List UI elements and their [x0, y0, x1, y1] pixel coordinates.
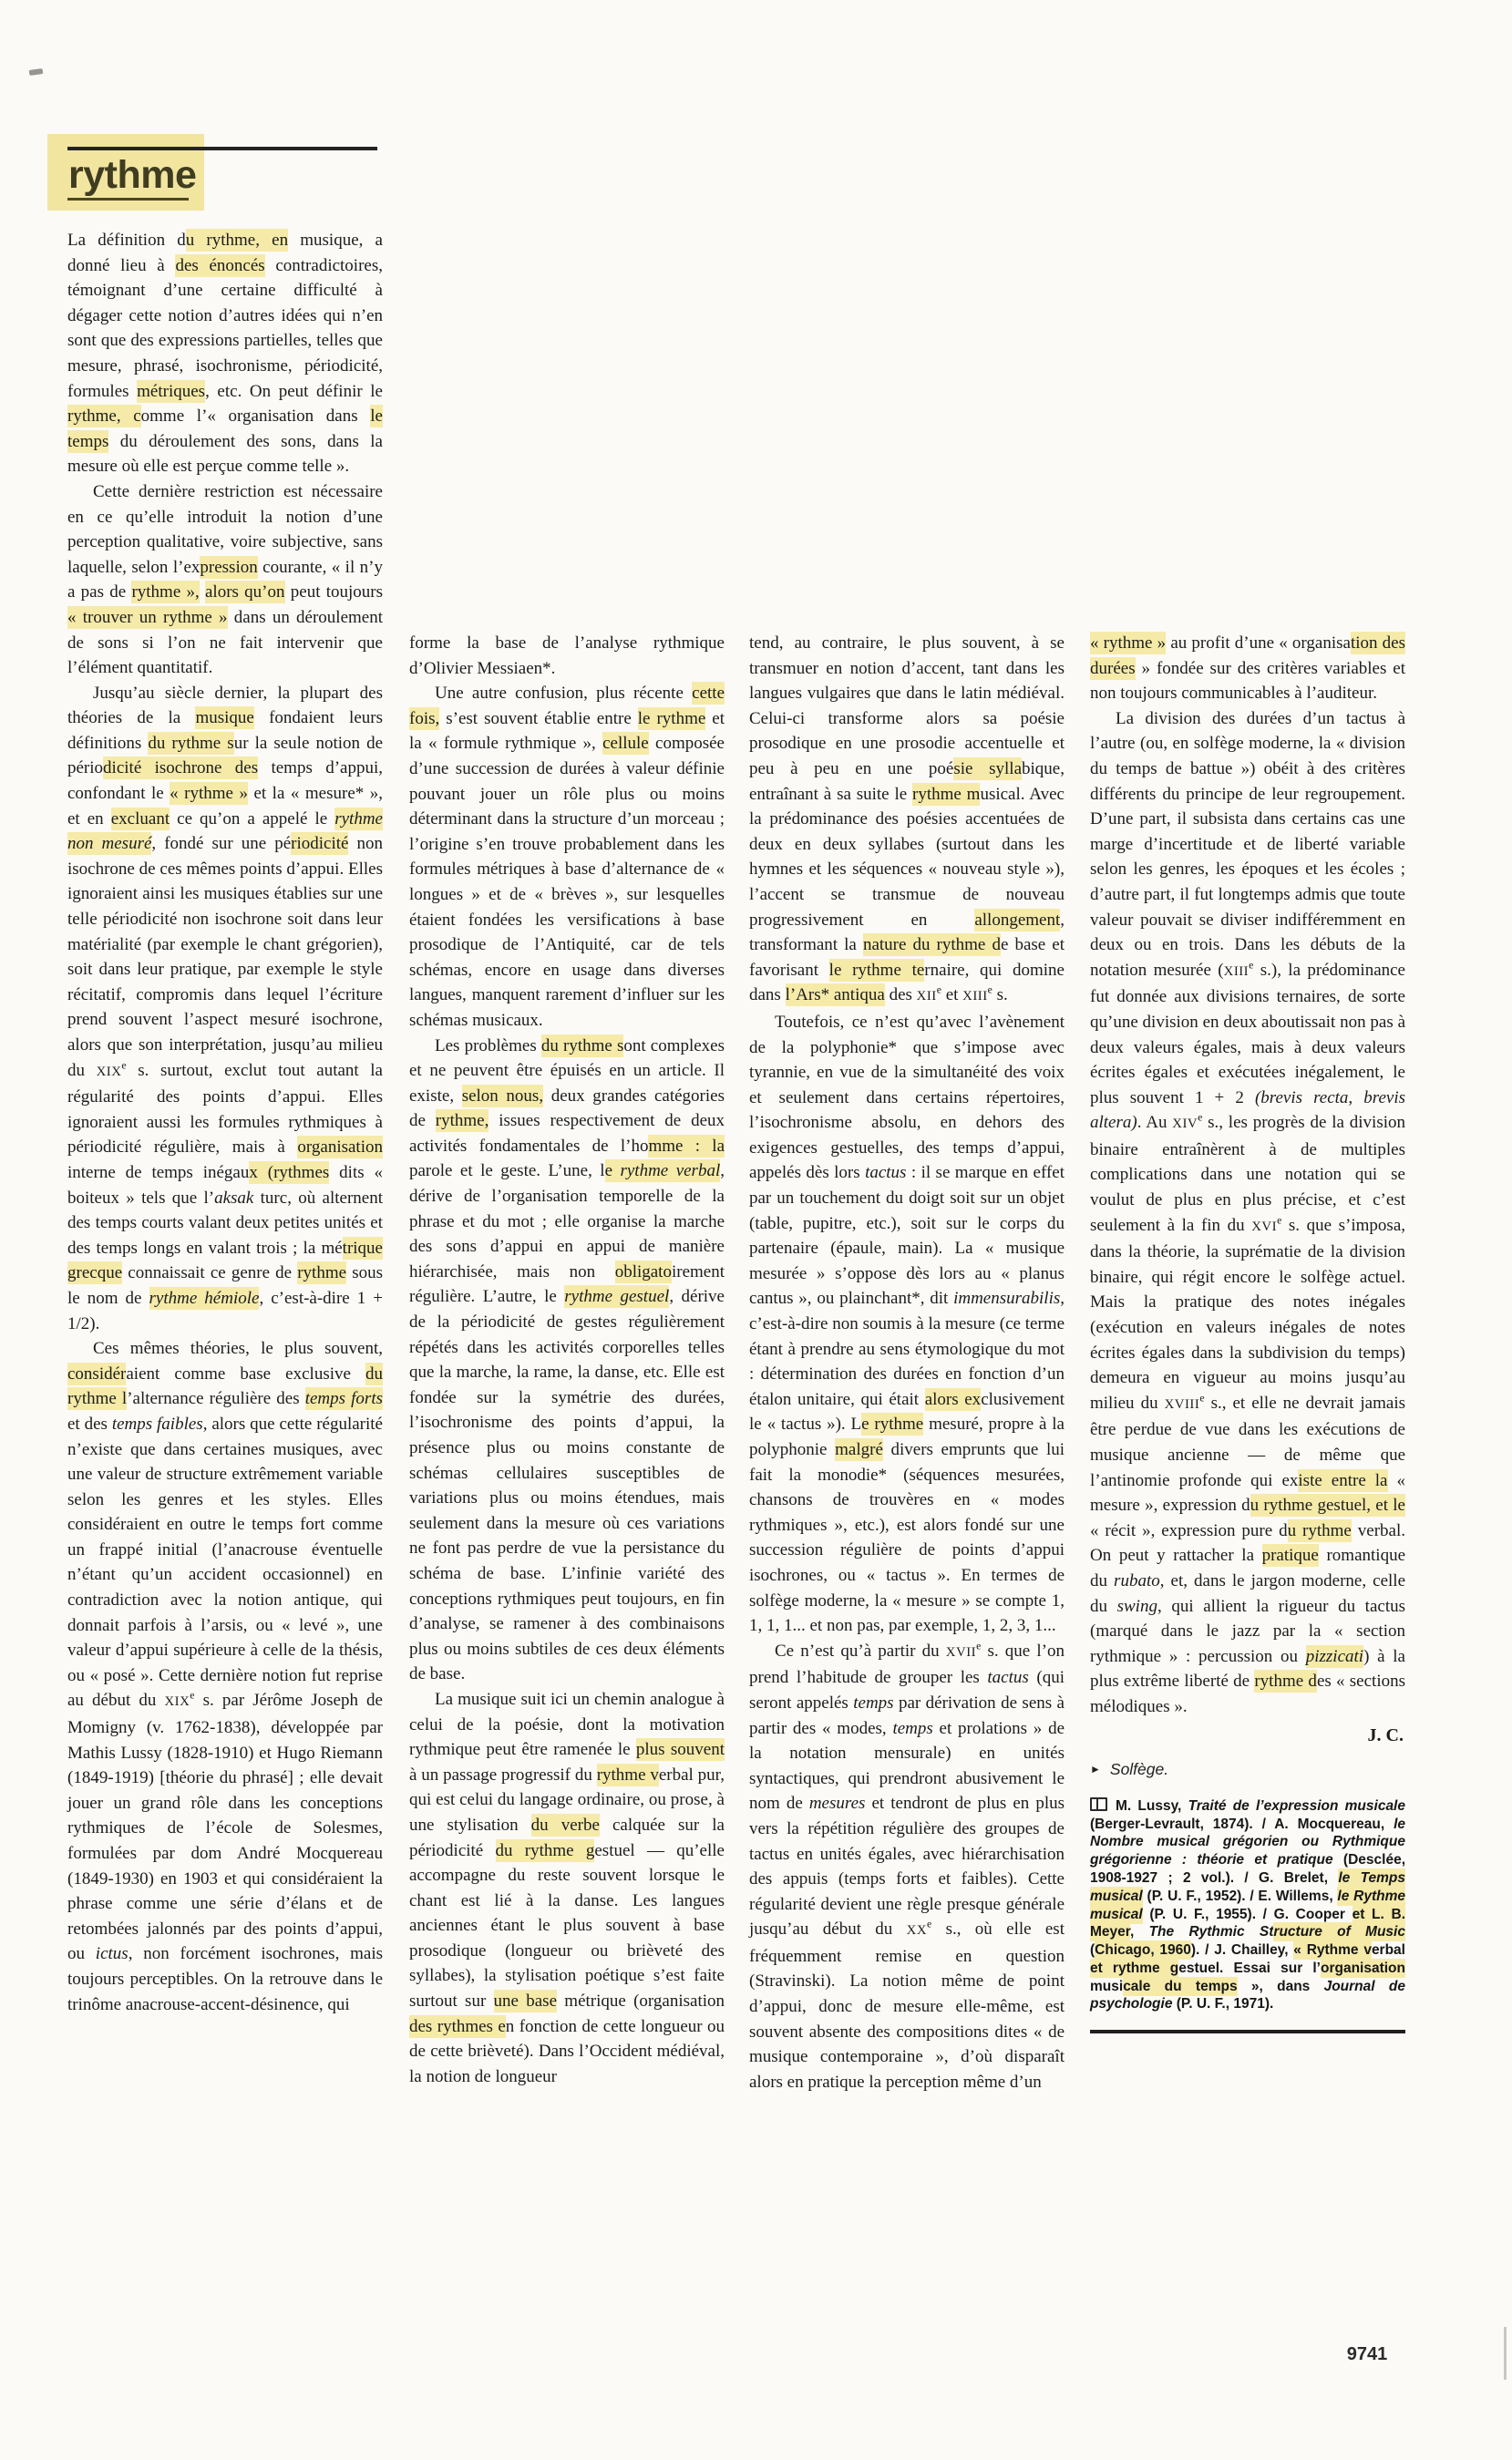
paragraph	[67, 479, 383, 681]
text-run: e	[976, 1640, 982, 1652]
highlight: du rythme s	[148, 733, 234, 753]
highlight: rythme	[297, 1263, 347, 1283]
highlight: des énoncés	[175, 255, 265, 275]
text-run: fondaient leurs définitions	[67, 708, 383, 753]
paragraph	[749, 1639, 1065, 2095]
text-run: XX	[906, 1923, 928, 1939]
scan-artifact-mark	[29, 68, 44, 76]
highlight: rythme v	[596, 1765, 659, 1785]
highlight: et rythme g	[1090, 1960, 1179, 1976]
highlight: l’Ars* antiqua	[785, 985, 885, 1005]
text-run: connaissait ce genre de	[122, 1263, 298, 1283]
bibliography	[1090, 1797, 1405, 2014]
highlight: « Rythme v	[1293, 1942, 1372, 1959]
text-run: s. surtout, exclut tout autant la régularité des points d’appui. Elles ignoraient aussi les formules rythmiques à périodicité régulière, mais à	[67, 1060, 383, 1158]
highlight: organisation	[297, 1137, 383, 1158]
highlight: rythme,	[435, 1111, 489, 1131]
text-run: des	[884, 985, 917, 1005]
highlight: le rythme	[637, 708, 706, 728]
text-run: deux grandes catégories de	[409, 1086, 725, 1131]
highlight: musique	[195, 708, 254, 728]
text-run: musique, a donné lieu à	[67, 231, 383, 275]
paragraph	[749, 631, 1065, 1010]
highlight: « trouver un rythme »	[67, 607, 228, 627]
highlight: x (rythmes	[249, 1162, 330, 1182]
highlight: u rythme gestuel, et le	[1250, 1496, 1405, 1516]
highlight: rythme non mesuré	[67, 808, 383, 854]
text-run: (Berger-Levrault, 1874). / A. Mocquereau,	[1090, 1816, 1394, 1832]
text-run: . Au	[1137, 1113, 1173, 1133]
text-run: ). / J. Chailley,	[1190, 1942, 1294, 1959]
highlight: riodicité	[291, 834, 349, 854]
text-run: dits « boiteux » tels que l’	[67, 1162, 383, 1208]
text-run: rnaire, qui domine dans	[749, 960, 1065, 1005]
paragraph	[67, 681, 383, 1336]
book-icon	[1090, 1797, 1107, 1811]
highlight: selon nous,	[461, 1086, 544, 1106]
text-column-4	[1090, 631, 1405, 2033]
text-run: rubato	[1114, 1570, 1160, 1590]
paragraph	[409, 1034, 725, 1687]
text-run: M. Lussy,	[1116, 1797, 1188, 1814]
text-run: , c’est-à-dire non soumis à la mesure (ce terme étant à prendre au sens étymologique du mot : détermination des durées en fonction d’un étalon unitaire, qui était	[749, 1289, 1065, 1409]
text-run: e	[1198, 1111, 1203, 1124]
highlight: e rythme	[861, 1415, 924, 1435]
text-run: s., où elle est fréquemment remise en question (Stravinski). La notion même de point d’appui, donc de mesure elle-même, est souvent absente des compositions dites « de musique contemporaine », d’où disparaît alors en pratique la perception même d’un	[749, 1920, 1065, 2092]
highlight: u rythme	[1287, 1520, 1352, 1540]
text-run: , alors que cette régularité n’existe que dans certaines musiques, avec une valeur de structure extrêmement variable selon les genres et les styles. Elles considéraient en outre le temps fort comme un frappé initial (l’anacrouse éventuelle n’étant qu’un accident occasionnel) en contradiction avec la notion antique, qui donnait parfois à l’arsis, ou « levé », une valeur d’appui supérieure à celle de la thésis, ou « posé ». Cette dernière notion fut reprise au début du	[67, 1414, 383, 1711]
text-run: The Rythmic St	[1148, 1924, 1274, 1940]
entry-title: rythme	[68, 153, 197, 197]
text-run: sous le nom de	[67, 1263, 383, 1308]
paragraph	[409, 681, 725, 1033]
text-run: et la « mesure* », et en	[67, 784, 383, 829]
highlight: alors ex	[924, 1389, 982, 1409]
text-run: erbal	[1371, 1942, 1405, 1959]
text-run: Les problèmes	[435, 1035, 541, 1055]
highlight: rythme verbal	[620, 1161, 721, 1181]
highlight: allongement	[974, 910, 1061, 930]
highlight: excluant	[110, 808, 170, 829]
arrow-right-icon: ►	[1090, 1763, 1101, 1776]
highlight: nature du rythme d	[862, 935, 1001, 955]
text-run: omme l’« organisation dans	[140, 407, 371, 427]
highlight: le rythme te	[828, 960, 925, 980]
text-run: , dérive de l’organisation temporelle de la phrase et du mot ; elle organise la marche des sons d’appui en appui de manière hiérarchisée, mais non	[409, 1161, 725, 1281]
text-run: du déroulement des sons, dans la mesure où elle est perçue comme telle ».	[67, 431, 383, 477]
text-run: (qui seront appelés	[749, 1668, 1065, 1713]
text-run: métrique (organisation	[557, 1992, 725, 2012]
text-run: romantique du	[1090, 1546, 1406, 1590]
text-run: musi	[1090, 1978, 1124, 1994]
text-run: ,	[1129, 1924, 1149, 1940]
text-run: peut toujours	[284, 582, 383, 602]
highlight: plus souvent	[635, 1740, 725, 1760]
text-run: XIV	[1172, 1117, 1198, 1132]
text-run: tactus	[987, 1668, 1029, 1688]
text-run: », dans	[1237, 1978, 1324, 1994]
text-run: La musique suit ici un chemin analogue à celui de la poésie, dont la motivation rythmique peut être ramenée le	[409, 1689, 725, 1760]
text-run: temps	[853, 1693, 894, 1713]
text-run: calquée sur la périodicité	[409, 1815, 725, 1860]
title-underline	[67, 198, 189, 201]
text-run: s’est souvent établie entre	[439, 708, 638, 728]
text-run: tend, au contraire, le plus souvent, à se transmuer en notion d’accent, tant dans les langues vulgaires que dans le latin médiéval. Celui-ci transforme alors sa poésie prosodique en une prosodie accentuelle et peu à peu en une poé	[749, 633, 1065, 778]
text-run: tactus	[865, 1163, 907, 1183]
text-run: irement régulière. L’autre, le	[409, 1261, 725, 1307]
text-run: composée d’une succession de durées à valeur définie pouvant jouer un rôle plus ou moins déterminant dans la structure d’un morceau ; l’origine s’en trouve probablement dans les formules métriques à base d’alternance de « longues » et de « brèves », sur lesquelles étaient fondées les versifications à base prosodique de l’Antiquité, car de tels schémas, encore en usage dans diverses langues, manquent rarement d’influer sur les schémas musicaux.	[409, 734, 725, 1030]
text-run: Ce n’est qu’à partir du	[775, 1641, 946, 1661]
text-run: es « sections mélodiques ».	[1090, 1672, 1405, 1716]
text-run: au profit d’une « organisa	[1166, 633, 1351, 653]
text-run: e	[190, 1690, 195, 1703]
text-run: contradictoires, témoignant d’une certaine difficulté à dégager cette notion d’autres idées qui n’en sont que des expressions partielles, telles que mesure, phrasé, isochronisme, périodicité, formules	[67, 255, 383, 401]
highlight: du rythme l	[67, 1364, 383, 1409]
highlight: tion des durées	[1090, 633, 1405, 678]
highlight: Chicago, 1960	[1095, 1942, 1191, 1959]
text-run: temps	[892, 1718, 933, 1738]
text-run: , dérive de la périodicité de gestes régulièrement répétés dans les activités corporelles telles que la marche, la rame, la danse, etc. Elle est fondée sur la symétrie des durées, l’isochronisme des points d’appui, la présence plus ou moins constante de schémas cellulaires susceptibles de variations plus ou moins étendues, mais seulement dans la mesure où ces variations ne font pas perdre de vue la persistance du schéma de base. L’infinie variété des conceptions rythmiques peut toujours, en fin d’analyse, se ramener à des combinaisons plus ou moins subtiles de ces deux éléments de base.	[409, 1287, 725, 1684]
text-run: , non forcément isochrones, mais toujours perceptibles. On la retrouve dans le trinôme anacrouse-accent-désinence, qui	[67, 1944, 384, 2014]
text-run: s. que l’on prend l’habitude de grouper les	[749, 1641, 1065, 1688]
text-run: ont complexes et ne peuvent être épuisés en un article. Il existe,	[409, 1035, 725, 1106]
text-run: ) à la plus extrême liberté de	[1090, 1646, 1405, 1692]
text-run: XVII	[945, 1644, 977, 1660]
highlight: temps forts	[304, 1389, 383, 1409]
text-run: XII	[916, 989, 937, 1004]
highlight: ructure of Music	[1273, 1924, 1405, 1940]
highlight: e	[604, 1161, 621, 1181]
paragraph	[409, 1687, 725, 2090]
highlight: dicité isochrone des	[103, 758, 259, 778]
text-run: (P. U. F., 1952). / E. Willems,	[1142, 1888, 1338, 1904]
text-run: courante, « il n’y a pas de	[67, 557, 384, 602]
highlight: « rythme »	[1090, 633, 1167, 653]
highlight: malgré	[835, 1440, 883, 1459]
text-run: par dérivation de sens à partir des « modes,	[749, 1693, 1065, 1738]
text-run: (brevis recta, brevis altera)	[1090, 1087, 1405, 1133]
text-run: » fondée sur des critères variables et non toujours communicables à l’auditeur.	[1090, 658, 1405, 704]
highlight: pratique	[1261, 1546, 1319, 1566]
text-run: , etc. On peut définir le	[205, 381, 383, 401]
text-run: s.), la prédominance fut donnée aux divisions ternaires, de sorte qu’une division en deux aboutissait non pas à deux valeurs égales, mais à deux valeurs écrites égales et exécutées inégalement, le plus souvent 1 + 2	[1090, 960, 1405, 1107]
text-run: dans un déroulement de sons si l’on ne fait intervenir que l’élément quantitatif.	[67, 607, 384, 678]
highlight: cellule	[602, 734, 649, 754]
text-run: interne de temps inégau	[67, 1162, 250, 1182]
text-column-1	[67, 228, 383, 2017]
text-run: XIII	[1223, 963, 1250, 979]
text-run: e	[121, 1059, 127, 1072]
highlight: rythme hémiole	[149, 1288, 260, 1308]
cross-reference-label: Solfège.	[1109, 1760, 1169, 1779]
highlight: mme : la	[648, 1136, 725, 1156]
highlight: métriques	[137, 381, 206, 401]
text-run: Une autre confusion, plus récente	[435, 684, 693, 704]
text-run: immensurabilis	[953, 1289, 1061, 1309]
text-run: et	[941, 985, 963, 1005]
text-run: XIX	[164, 1694, 190, 1710]
highlight: obligato	[614, 1261, 672, 1281]
page-number: 9741	[1346, 2344, 1388, 2364]
text-run: parole et le geste. L’une, l	[409, 1161, 605, 1181]
text-run: aksak	[214, 1188, 254, 1208]
text-run: XVI	[1251, 1219, 1278, 1234]
highlight: le temps	[67, 407, 383, 451]
text-run: et tendront de plus en plus vers la répétition régulière des groupes de tactus en unités égales, avec hiérarchisation des appuis (temps forts et faibles). Cette régularité devient une règle presque générale jusqu’au début du	[749, 1794, 1065, 1940]
text-run: « mesure », expression d	[1090, 1470, 1406, 1516]
highlight: du verbe	[530, 1815, 600, 1835]
text-run: XVIII	[1164, 1396, 1200, 1412]
highlight: le Rythme musical	[1090, 1888, 1405, 1922]
highlight: rythme »,	[131, 582, 200, 602]
text-run: Journal de psychologie	[1090, 1978, 1405, 2012]
highlight: trique grecque	[67, 1238, 383, 1283]
text-run: s. que s’imposa, dans la théorie, la suprématie de la division binaire, qui régit encore le solfège actuel. Mais la pratique des notes inégales (exécution en valeurs inégales de notes écrites égales dans la subdivision du temps) demeura en vigueur au moins jusqu’au milieu du	[1090, 1215, 1405, 1413]
text-run: ce qu’on a appelé le	[170, 808, 335, 829]
highlight: sie sylla	[953, 758, 1023, 778]
text-run: usical. Avec la prédominance des poésies accentuées de deux en deux syllabes (surtout dans les hymnes et les séquences « nouveau style »), l’accent se transmue de nouveau progressivement en	[749, 784, 1065, 930]
text-run: Traité de l’expression musicale	[1188, 1797, 1405, 1814]
text-run: le Nombre musical grégorien ou Rythmique grégorienne : théorie et pratique	[1090, 1816, 1405, 1868]
highlight: et L. B. Meyer	[1090, 1906, 1405, 1940]
highlight: rythme, c	[67, 407, 141, 427]
paragraph	[749, 1010, 1065, 1639]
text-run: non isochrone de ces mêmes points d’appui. Elles ignoraient ainsi les musiques établies sur une telle périodicité non isochrone soit dans leur matérialité (par exemple le chant grégorien), soit dans leur pratique, par exemple le style récitatif, compromis dans lequel l’écriture prend souvent l’aspect mesuré isochrone, alors que son interprétation, jusqu’au milieu du	[67, 834, 383, 1080]
text-run: , et, dans le jargon moderne, celle du	[1090, 1570, 1406, 1616]
paragraph	[67, 1336, 383, 2017]
text-run: (P. U. F., 1971).	[1172, 1996, 1274, 2012]
text-run: XIII	[962, 989, 988, 1004]
text-run: à un passage progressif du	[409, 1765, 597, 1785]
text-run: estuel. Essai sur l’	[1178, 1960, 1321, 1976]
cross-reference	[1090, 1757, 1405, 1783]
highlight: du rythme s	[540, 1035, 624, 1055]
text-run: La division des durées d’un tactus à l’autre (ou, en solfège moderne, la « division du temps de battue ») obéit à des critères différents du principe de leur regroupement. D’une part, il subsista dans certains cas une marge d’incertitude et de liberté variable selon les genres, les époques et les écoles ; d’autre part, il fut longtemps admis que toute valeur pouvait se diviser indifféremment en deux ou en trois. Dans les débuts de la notation mesurée (	[1090, 708, 1405, 980]
scan-edge-artifact	[1504, 2327, 1507, 2380]
highlight: du rythme g	[495, 1840, 595, 1860]
text-run: e	[987, 983, 993, 996]
paragraph	[1090, 706, 1405, 1720]
highlight: pression	[200, 557, 258, 577]
text-run: swing	[1116, 1596, 1157, 1616]
author-initials: J. C.	[1367, 1724, 1404, 1745]
text-run: aient comme base exclusive	[126, 1364, 365, 1384]
text-run: s., et elle ne devrait jamais être perdue de vue dans les exécutions de musique ancienne — de même que l’antinomie profonde qui ex	[1090, 1393, 1405, 1490]
text-run: turc, où alternent des temps courts valant deux petites unités et des temps longs en valant trois ; la mé	[67, 1188, 383, 1258]
text-run: estuel — qu’elle accompagne du reste souvent lorsque le chant est lié à la danse. Les langues anciennes étant le plus souvent à base prosodique (longueur ou brièveté des syllabes), la stylisation poétique s’est faite surtout sur	[409, 1840, 725, 2012]
text-run: , qui allient la rigueur du tactus (marqué dans le jazz par la « section rythmique » : percussion ou	[1090, 1596, 1406, 1666]
text-run: n fonction de cette longueur ou de cette brièveté). Dans l’Occident médiéval, la notion de longueur	[409, 2016, 725, 2086]
text-run: divers emprunts que lui fait la monodie* (séquences mesurées, chansons de trouvères en « modes rythmiques », etc.), est alors fondé sur une succession régulière de points d’appui isochrones, ou « tactus ». En termes de solfège moderne, la « mesure » se compte 1, 1, 1, 1... et non pas, par exemple, 1, 2, 3, 1...	[749, 1440, 1065, 1636]
text-run: e	[1199, 1392, 1205, 1405]
text-run: bique, entraînant à sa suite le	[749, 758, 1065, 804]
highlight: rythme m	[912, 784, 981, 804]
text-run: e	[936, 983, 941, 996]
text-run: « récit », expression pure d	[1090, 1520, 1288, 1540]
highlight: alors qu’on	[205, 582, 285, 602]
text-column-3	[749, 631, 1065, 2095]
text-run: : il se marque en effet par un touchement du doigt soit sur un objet (table, pupitre, etc.), soit sur le corps du partenaire (épaule, main). La « musique mesurée » s’oppose dès lors au « planus cantus », ou plainchant*, dit	[749, 1163, 1065, 1309]
text-run: Toutefois, ce n’est qu’avec l’avènement de la polyphonie* que s’impose avec tyrannie, en vue de la simultanéité des voix et seulement dans certains répertoires, l’isochronisme absolu, en dehors des exigences gestuelles, des temps d’appui, appelés dès lors	[749, 1012, 1065, 1183]
highlight: u rythme, en	[185, 231, 289, 250]
article-end-rule	[1090, 2030, 1405, 2033]
text-run: , c’est-à-dire 1 + 1/2).	[67, 1288, 383, 1333]
text-run: ’alternance régulière des	[127, 1389, 305, 1409]
highlight: rythme d	[1254, 1672, 1317, 1692]
text-run: forme la base de l’analyse rythmique d’Olivier Messiaen*.	[409, 633, 725, 678]
text-run: issues respectivement de deux activités fondamentales de l’ho	[409, 1111, 725, 1156]
text-run: clusivement le « tactus »). L	[749, 1389, 1065, 1435]
highlight: organisation	[1320, 1960, 1405, 1976]
text-run: e	[927, 1918, 932, 1930]
highlight: des rythmes e	[409, 2016, 506, 2036]
text-run: temps faibles	[111, 1414, 203, 1434]
text-run: e	[1277, 1214, 1282, 1227]
text-run: (P. U. F., 1955). / G. Cooper	[1142, 1906, 1353, 1922]
highlight: le Temps musical	[1090, 1869, 1405, 1904]
text-run: (	[1090, 1942, 1095, 1959]
highlight: pizzicati	[1305, 1646, 1364, 1666]
highlight: cale du temps	[1123, 1978, 1238, 1994]
highlight: « rythme »	[170, 784, 248, 804]
text-run: et prolations » de la notation mensurale) en unités syntactiques, qui prendront abusivement le nom de	[749, 1718, 1065, 1814]
paragraph	[409, 631, 725, 681]
text-run: , fondé sur une pé	[151, 834, 292, 854]
text-run: et la « formule rythmique »,	[409, 708, 725, 754]
highlight: considér	[67, 1364, 127, 1384]
paragraph	[1090, 631, 1405, 706]
text-run: s., les progrès de la division binaire entraînèrent à de multiples complications dans une notation qui se voulut de plus en plus précise, et c’est seulement à la fin du	[1090, 1113, 1405, 1235]
highlight: une base	[493, 1992, 558, 2012]
text-run: e base et favorisant	[749, 935, 1065, 980]
text-run: s. par Jérôme Joseph de Momigny (v. 1762-1838), développée par Mathis Lussy (1828-1910) et Hugo Riemann (1849-1919) [théorie du phrasé] ; elle devait jouer un grand rôle dans les conceptions rythmiques de l’école de Solesmes, formulées par dom André Mocquereau (1849-1930) en 1903 et qui considéraient la phrase comme une série d’élans et de retombées jalonnés par des points d’appui, ou	[67, 1691, 383, 1964]
text-run: mesuré, propre à la polyphonie	[749, 1415, 1065, 1459]
text-run: verbal. On peut y rattacher la	[1090, 1520, 1405, 1566]
highlight: rythme gestuel	[564, 1287, 670, 1307]
text-run: , transformant la	[749, 910, 1065, 955]
text-run: XIX	[96, 1064, 122, 1079]
bibliography-text	[1090, 1798, 1405, 2012]
text-run: et des	[67, 1414, 112, 1434]
text-column-2	[409, 631, 725, 2089]
text-run: Jusqu’au siècle dernier, la plupart des théories de la	[67, 683, 383, 728]
text-run: (Desclée, 1908-1927 ; 2 vol.). / G. Brelet,	[1090, 1852, 1405, 1886]
text-run: Cette dernière restriction est nécessaire en ce qu’elle introduit la notion d’une perception qualitative, voire subjective, sans laquelle, selon l’ex	[67, 481, 383, 577]
text-run: s.	[992, 985, 1008, 1005]
text-run: e	[1249, 959, 1254, 972]
highlight: iste entre la	[1298, 1470, 1388, 1490]
text-run: erbal pur, qui est celui du langage ordinaire, ou prose, à une stylisation	[409, 1765, 725, 1835]
text-run: ur la seule notion de pério	[67, 733, 383, 778]
text-run: La définition d	[67, 231, 186, 250]
highlight: cette fois,	[409, 684, 725, 728]
text-run: temps d’appui, confondant le	[67, 758, 383, 804]
text-run: mesures	[808, 1794, 866, 1814]
title-top-rule	[67, 147, 377, 150]
text-run: Ces mêmes théories, le plus souvent,	[93, 1339, 383, 1359]
paragraph	[67, 228, 383, 479]
text-run: ictus	[95, 1944, 129, 1964]
